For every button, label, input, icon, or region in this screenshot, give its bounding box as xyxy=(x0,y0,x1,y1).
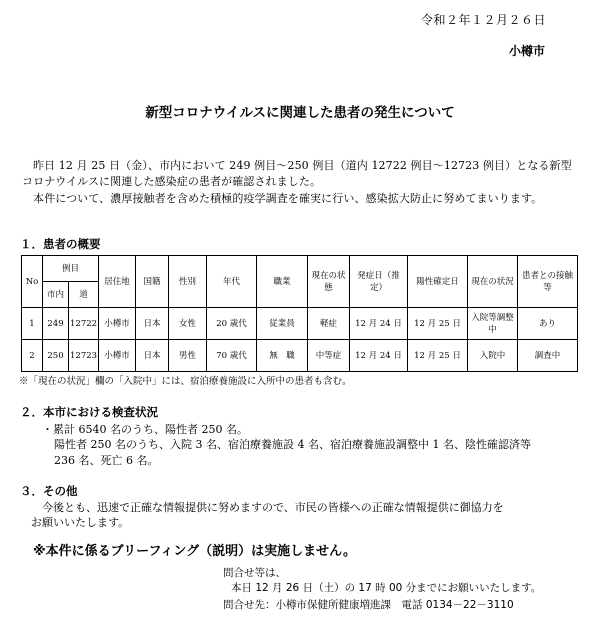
cell-prefecture: 12722 xyxy=(69,308,99,340)
cell-sex: 男性 xyxy=(169,340,207,372)
contact-heading: 問合せ等は、 xyxy=(223,567,286,579)
cell-contact: 調査中 xyxy=(518,340,578,372)
cell-nationality: 日本 xyxy=(136,340,169,372)
cell-city: 249 xyxy=(43,308,69,340)
header-prefecture: 道 xyxy=(69,282,99,308)
intro-line-3: 本件について、濃厚接触者を含めた積極的疫学調査を確実に行い、感染拡大防止に努めてまいります。 xyxy=(33,192,543,205)
cell-occupation: 従業員 xyxy=(257,308,308,340)
cell-age: 20 歳代 xyxy=(207,308,257,340)
cell-occupation: 無 職 xyxy=(257,340,308,372)
contact-info: 問合せ先：小樽市保健所健康増進課 電話 0134－22－3110 xyxy=(223,599,514,611)
cell-age: 70 歳代 xyxy=(207,340,257,372)
table-header-row xyxy=(22,256,578,282)
intro-line-1: 昨日 12 月 25 日（金）、市内において 249 例目～250 例目（道内 12722 例目～12723 例目）となる新型 xyxy=(33,159,572,172)
header-residence: 居住地 xyxy=(99,256,136,308)
cell-status: 入院等調整中 xyxy=(468,308,518,340)
cell-sex: 女性 xyxy=(169,308,207,340)
testing-line-3: 236 名、死亡 6 名。 xyxy=(54,454,159,467)
cell-condition: 軽症 xyxy=(308,308,350,340)
cell-residence: 小樽市 xyxy=(99,308,136,340)
header-case: 例目 xyxy=(43,256,99,282)
cell-confirmed: 12 月 25 日 xyxy=(408,340,468,372)
cell-onset: 12 月 24 日 xyxy=(350,308,408,340)
header-age: 年代 xyxy=(207,256,257,308)
header-confirmed: 陽性確定日 xyxy=(408,256,468,308)
section-1-heading: １．患者の概要 xyxy=(20,237,101,251)
header-city: 市内 xyxy=(43,282,69,308)
header-occupation: 職業 xyxy=(257,256,308,308)
header-condition: 現在の状態 xyxy=(308,256,350,308)
cell-no: 1 xyxy=(22,308,43,340)
header-no: No xyxy=(22,256,43,308)
header-contact: 患者との接触等 xyxy=(518,256,578,308)
table-footnote: ※「現在の状況」欄の「入院中」には、宿泊療養施設に入所中の患者も含む。 xyxy=(19,376,352,387)
header-onset: 発症日（推定） xyxy=(350,256,408,308)
contact-deadline: 本日 12 月 26 日（土）の 17 時 00 分までにお願いいたします。 xyxy=(231,582,542,594)
cell-condition: 中等症 xyxy=(308,340,350,372)
testing-line-2: 陽性者 250 名のうち、入院 3 名、宿泊療養施設 4 名、宿泊療養施設調整中 1 名、陰性確認済等 xyxy=(54,438,531,451)
cell-confirmed: 12 月 25 日 xyxy=(408,308,468,340)
cell-city: 250 xyxy=(43,340,69,372)
cell-prefecture: 12723 xyxy=(69,340,99,372)
header-sex: 性別 xyxy=(169,256,207,308)
cell-status: 入院中 xyxy=(468,340,518,372)
cell-residence: 小樽市 xyxy=(99,340,136,372)
table-row xyxy=(22,308,578,340)
patient-table xyxy=(21,255,578,372)
document-title: 新型コロナウイルスに関連した患者の発生について xyxy=(145,105,455,121)
cell-contact: あり xyxy=(518,308,578,340)
intro-line-2: コロナウイルスに関連した感染症の患者が確認されました。 xyxy=(22,175,322,188)
cell-no: 2 xyxy=(22,340,43,372)
other-line-1: 今後とも、迅速で正確な情報提供に努めますので、市民の皆様への正確な情報提供に御協力を xyxy=(42,501,504,514)
briefing-notice: ※本件に係るブリーフィング（説明）は実施しません。 xyxy=(33,544,356,559)
section-3-heading: ３．その他 xyxy=(20,484,78,498)
cell-nationality: 日本 xyxy=(136,308,169,340)
section-2-heading: ２．本市における検査状況 xyxy=(20,405,158,419)
table-row xyxy=(22,340,578,372)
release-date: 令和２年１２月２６日 xyxy=(421,13,547,27)
header-status: 現在の状況 xyxy=(468,256,518,308)
issuing-organization: 小樽市 xyxy=(509,44,546,58)
header-nationality: 国籍 xyxy=(136,256,169,308)
cell-onset: 12 月 24 日 xyxy=(350,340,408,372)
other-line-2: お願いいたします。 xyxy=(31,516,130,529)
testing-line-1: ・累計 6540 名のうち、陽性者 250 名。 xyxy=(42,423,248,436)
